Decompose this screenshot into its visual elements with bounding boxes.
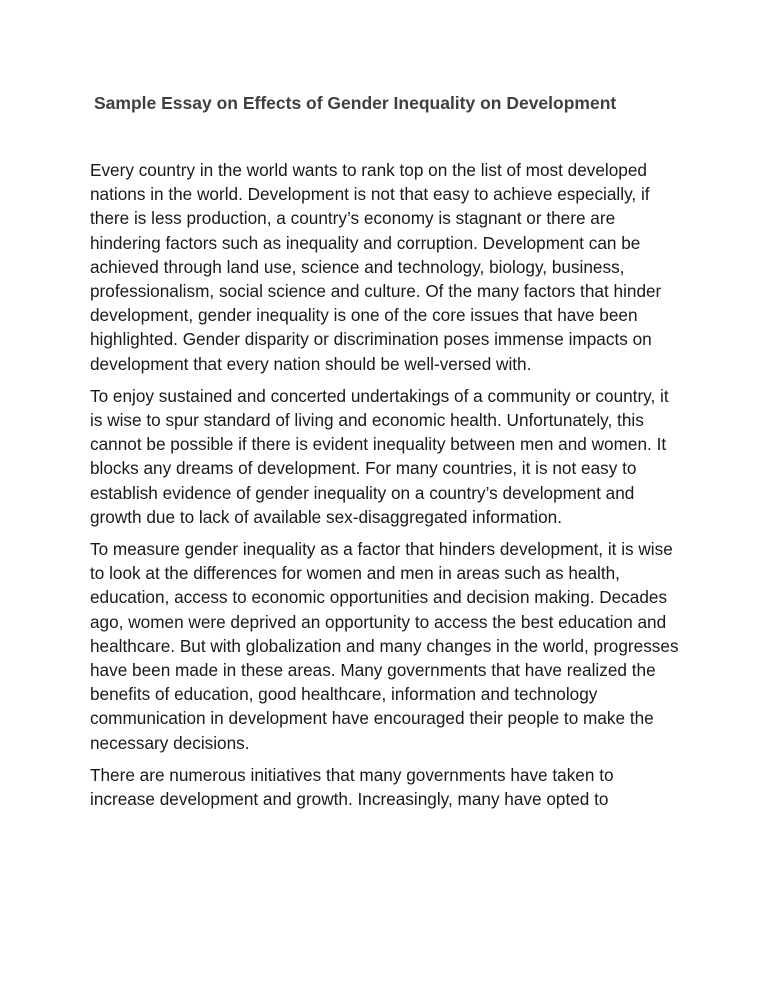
essay-paragraph-4: There are numerous initiatives that many governments have taken to increase development and growth. Increasingly, many have opted to <box>90 764 614 810</box>
essay-paragraph-1: Every country in the world wants to rank top on the list of most developed nations in the world. Development is not that easy to achieve especially, if there is less production, a country’s economy is stagnant or there are hindering factors such as inequality and corruption. Development can be achieved through land use, science and technology, biology, business, professionalism, social science and culture. Of the many factors that hinder development, gender inequality is one of the core issues that have been highlighted. Gender disparity or discrimination poses immense impacts on development that every nation should be well-versed with. <box>90 160 662 374</box>
essay-paragraph-2: To enjoy sustained and concerted undertakings of a community or country, it is wise to spur standard of living and economic health. Unfortunately, this cannot be possible if there is evident inequality between men and women. It blocks any dreams of development. For many countries, it is not easy to establish evidence of gender inequality on a country’s development and growth due to lack of available sex-disaggregated information. <box>90 385 669 527</box>
essay-title: Sample Essay on Effects of Gender Inequality on Development <box>94 93 617 113</box>
essay-paragraph-3: To measure gender inequality as a factor that hinders development, it is wise to look at the differences for women and men in areas such as health, education, access to economic opportunities and decision making. Decades ago, women were deprived an opportunity to access the best education and healthcare. But with globalization and many changes in the world, progresses have been made in these areas. Many governments that have realized the benefits of education, good healthcare, information and technology communication in development have encouraged their people to make the necessary decisions. <box>90 539 679 753</box>
essay-body <box>90 158 680 819</box>
